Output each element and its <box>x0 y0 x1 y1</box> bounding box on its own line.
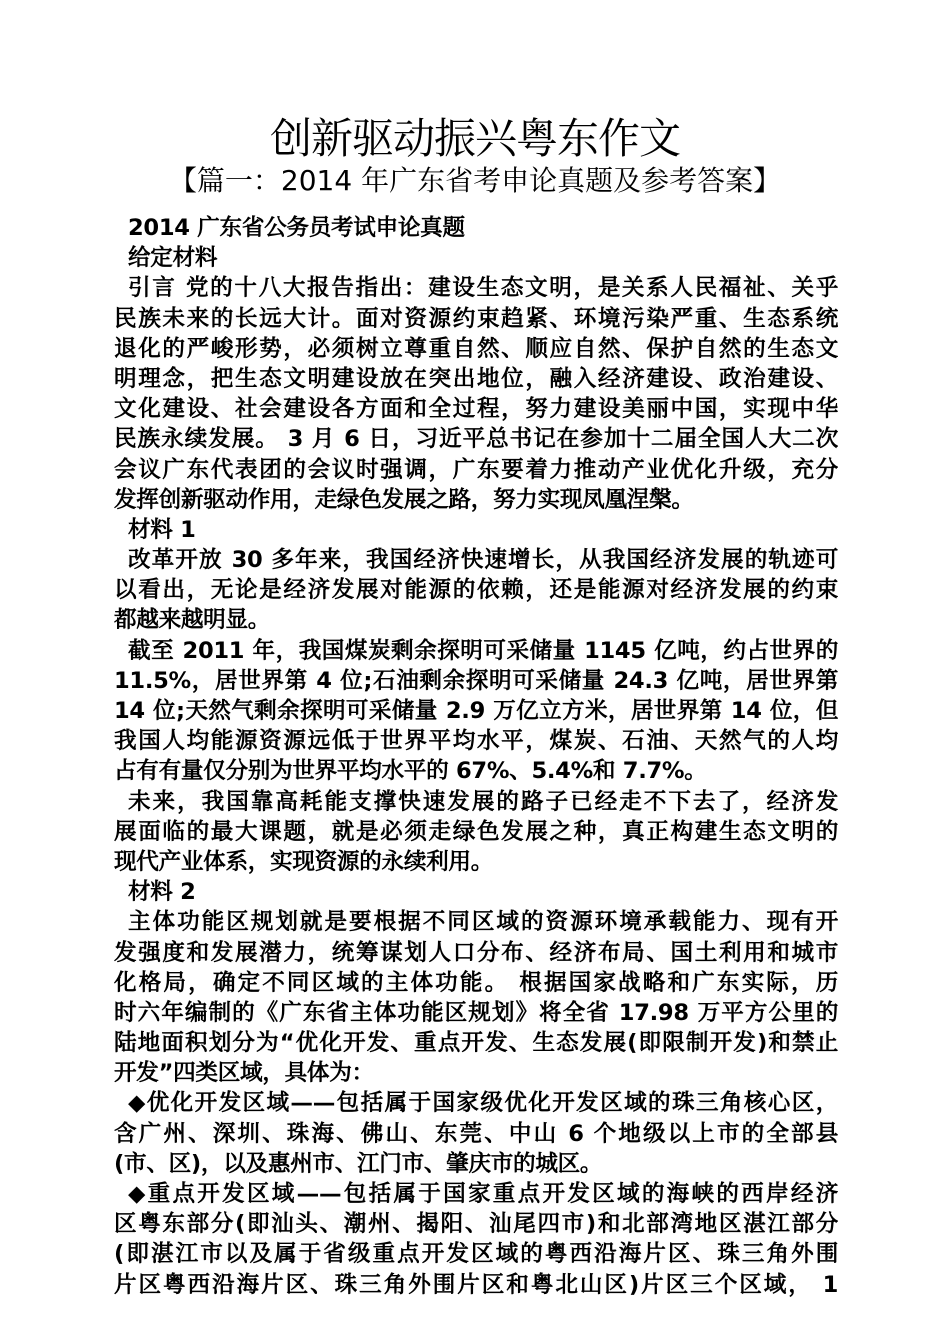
text-line: 会议广东代表团的会议时强调，广东要着力推动产业优化升级，充分 <box>114 456 838 483</box>
text-line: 现代产业体系，实现资源的永续利用。 <box>114 848 493 875</box>
document-body <box>114 213 838 1300</box>
text-line: 主体功能区规划就是要根据不同区域的资源环境承载能力、现有开 <box>128 909 838 936</box>
text-line: 我国人均能源资源远低于世界平均水平，煤炭、石油、天然气的人均 <box>114 728 838 755</box>
text-line: 未来，我国靠高耗能支撑快速发展的路子已经走不下去了，经济发 <box>128 788 838 815</box>
text-line: 民族未来的长远大计。面对资源约束趋紧、环境污染严重、生态系统 <box>114 305 838 332</box>
text-line: 截至 2011 年，我国煤炭剩余探明可采储量 1145 亿吨，约占世界的 <box>128 637 838 664</box>
text-line: (即湛江市以及属于省级重点开发区域的粤西沿海片区、珠三角外围 <box>114 1241 838 1268</box>
text-line: 14 位;天然气剩余探明可采储量 2.9 万亿立方米，居世界第 14 位，但 <box>114 698 838 724</box>
text-line: 都越来越明显。 <box>114 607 271 634</box>
text-line: 占有有量仅分别为世界平均水平的 67%、5.4%和 7.7%。 <box>114 758 707 785</box>
text-line: 改革开放 30 多年来，我国经济快速增长，从我国经济发展的轨迹可 <box>128 547 838 574</box>
text-line: 化格局，确定不同区域的主体功能。 根据国家战略和广东实际，历 <box>114 969 838 996</box>
text-line: 2014 广东省公务员考试申论真题 <box>128 215 465 241</box>
text-line: 含广州、深圳、珠海、佛山、东莞、中山 6 个地级以上市的全部县 <box>114 1120 838 1147</box>
document-title: 创新驱动振兴粤东作文 <box>269 114 680 163</box>
text-line: 退化的严峻形势，必须树立尊重自然、顺应自然、保护自然的生态文 <box>114 335 838 362</box>
text-line: 时六年编制的《广东省主体功能区规划》将全省 17.98 万平方公里的 <box>114 999 838 1026</box>
document-subtitle: 【篇一：2014 年广东省考申论真题及参考答案】 <box>168 164 782 197</box>
text-line: 11.5%，居世界第 4 位;石油剩余探明可采储量 24.3 亿吨，居世界第 <box>114 667 838 694</box>
text-line: 民族永续发展。 3 月 6 日，习近平总书记在参加十二届全国人大二次 <box>114 426 838 453</box>
text-line: 陆地面积划分为“优化开发、重点开发、生态发展(即限制开发)和禁止 <box>114 1030 838 1057</box>
text-line: 材料 2 <box>128 879 196 906</box>
text-line: 片区粤西沿海片区、珠三角外围片区和粤北山区)片区三个区域， 1 <box>114 1271 838 1298</box>
text-line: ◆优化开发区域——包括属于国家级优化开发区域的珠三角核心区， <box>128 1090 838 1117</box>
text-line: 发强度和发展潜力，统筹谋划人口分布、经济布局、国土利用和城市 <box>114 939 838 966</box>
text-line: 展面临的最大课题，就是必须走绿色发展之种，真正构建生态文明的 <box>114 818 838 845</box>
text-line: 区粤东部分(即汕头、潮州、揭阳、汕尾四市)和北部湾地区湛江部分 <box>114 1211 838 1238</box>
text-line: 开发”四类区域，具体为： <box>114 1060 374 1087</box>
text-line: 给定材料 <box>128 245 218 272</box>
text-line: (市、区)，以及惠州市、江门市、肇庆市的城区。 <box>114 1150 603 1177</box>
text-line: ◆重点开发区域——包括属于国家重点开发区域的海峡的西岸经济 <box>128 1181 838 1207</box>
text-line: 文化建设、社会建设各方面和全过程，努力建设美丽中国，实现中华 <box>114 396 838 423</box>
text-line: 明理念，把生态文明建设放在突出地位，融入经济建设、政治建设、 <box>114 365 838 392</box>
text-line: 引言 党的十八大报告指出：建设生态文明，是关系人民福祉、关乎 <box>128 275 838 302</box>
text-line: 以看出，无论是经济发展对能源的依赖，还是能源对经济发展的约束 <box>114 577 838 604</box>
text-line: 材料 1 <box>128 516 196 543</box>
text-line: 发挥创新驱动作用，走绿色发展之路，努力实现凤凰涅槃。 <box>114 486 694 513</box>
